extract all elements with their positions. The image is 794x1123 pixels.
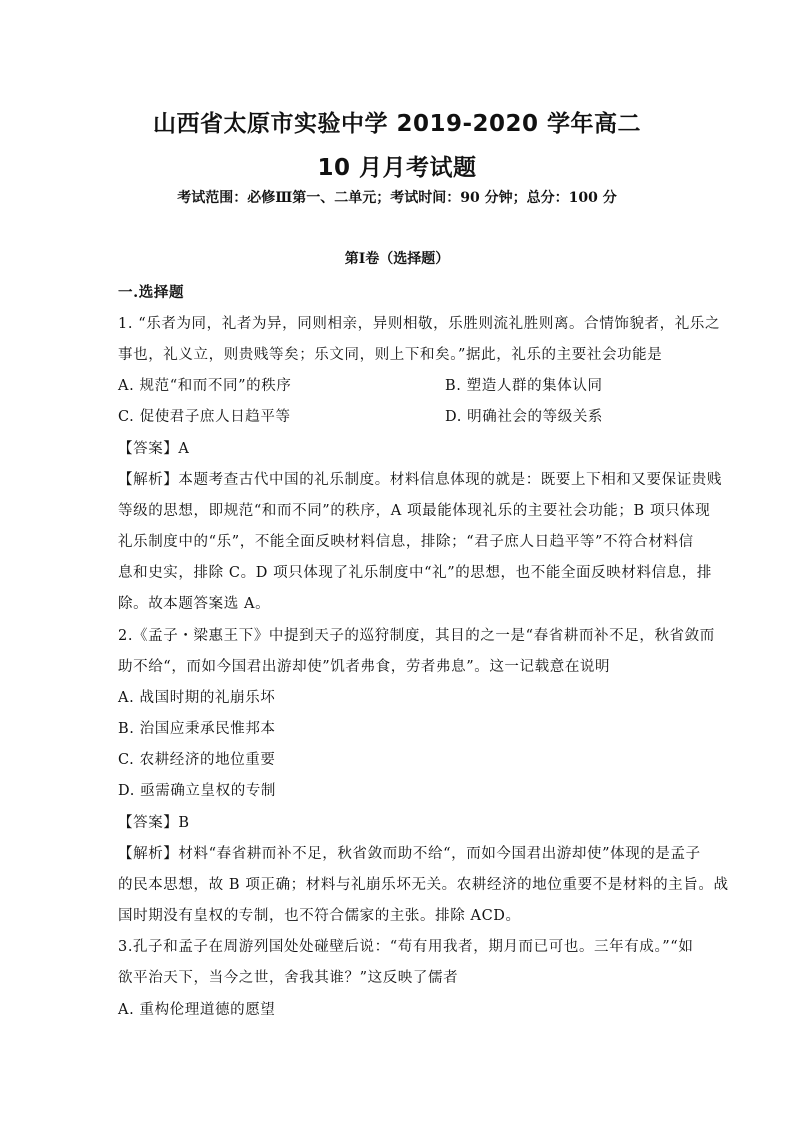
q1-analysis-line1: 【解析】本题考查古代中国的礼乐制度。材料信息体现的就是：既要上下相和又要保证贵贱 <box>118 472 722 488</box>
q2-answer: 【答案】B <box>118 815 190 831</box>
q1-answer: 【答案】A <box>118 441 190 457</box>
q3-stem-line1: 3.孔子和孟子在周游列国处处碰壁后说：“苟有用我者，期月而已可也。三年有成。”“如 <box>118 939 694 955</box>
q1-option-c: C. 促使君子庶人日趋平等 <box>118 409 291 425</box>
q1-option-a: A. 规范“和而不同”的秩序 <box>118 378 292 394</box>
q2-stem-line1: 2.《孟子・梁惠王下》中提到天子的巡狩制度，其目的之一是“春省耕而补不足，秋省敛而 <box>118 628 715 644</box>
exam-scope: 考试范围：必修Ⅲ第一、二单元；考试时间：90 分钟；总分：100 分 <box>177 190 617 206</box>
q1-option-d: D. 明确社会的等级关系 <box>445 409 604 425</box>
q1-stem-line1: 1. “乐者为同，礼者为异，同则相亲，异则相敬，乐胜则流礼胜则离。合情饰貌者，礼乐之 <box>118 316 721 332</box>
q1-analysis-line4: 息和史实，排除 C。D 项只体现了礼乐制度中“礼”的思想，也不能全面反映材料信息，排 <box>118 565 712 581</box>
exam-title-line2: 10 月月考试题 <box>317 155 477 181</box>
q2-option-b: B. 治国应秉承民惟邦本 <box>118 721 276 737</box>
q2-option-d: D. 亟需确立皇权的专制 <box>118 783 277 799</box>
q1-analysis-line5: 除。故本题答案选 A。 <box>118 596 271 612</box>
q2-option-a: A. 战国时期的礼崩乐坏 <box>118 690 276 706</box>
q1-analysis-line3: 礼乐制度中的“乐”，不能全面反映材料信息，排除；“君子庶人日趋平等”不符合材料信 <box>118 534 694 550</box>
q1-option-b: B. 塑造人群的集体认同 <box>445 378 603 394</box>
q1-analysis-line2: 等级的思想，即规范“和而不同”的秩序，A 项最能体现礼乐的主要社会功能；B 项只体现 <box>118 503 711 519</box>
q1-stem-line2: 事也，礼义立，则贵贱等矣；乐文同，则上下和矣。”据此，礼乐的主要社会功能是 <box>118 347 663 363</box>
q2-option-c: C. 农耕经济的地位重要 <box>118 752 276 768</box>
exam-title-line1: 山西省太原市实验中学 2019-2020 学年高二 <box>152 111 642 137</box>
q2-analysis-line3: 国时期没有皇权的专制，也不符合儒家的主张。排除 ACD。 <box>118 908 521 924</box>
q2-analysis-line1: 【解析】材料“春省耕而补不足，秋省敛而助不给“，而如今国君出游却使”体现的是孟子 <box>118 846 701 862</box>
section-title: 第Ⅰ卷（选择题） <box>344 251 450 267</box>
q3-option-a: A. 重构伦理道德的愿望 <box>118 1002 276 1018</box>
q2-analysis-line2: 的民本思想，故 B 项正确；材料与礼崩乐坏无关。农耕经济的地位重要不是材料的主旨。战 <box>118 877 729 893</box>
q2-stem-line2: 助不给“，而如今国君出游却使”饥者弗食，劳者弗息”。这一记载意在说明 <box>118 659 611 675</box>
q3-stem-line2: 欲平治天下，当今之世，舍我其谁？”这反映了儒者 <box>118 970 459 986</box>
part-heading: 一.选择题 <box>118 284 185 301</box>
